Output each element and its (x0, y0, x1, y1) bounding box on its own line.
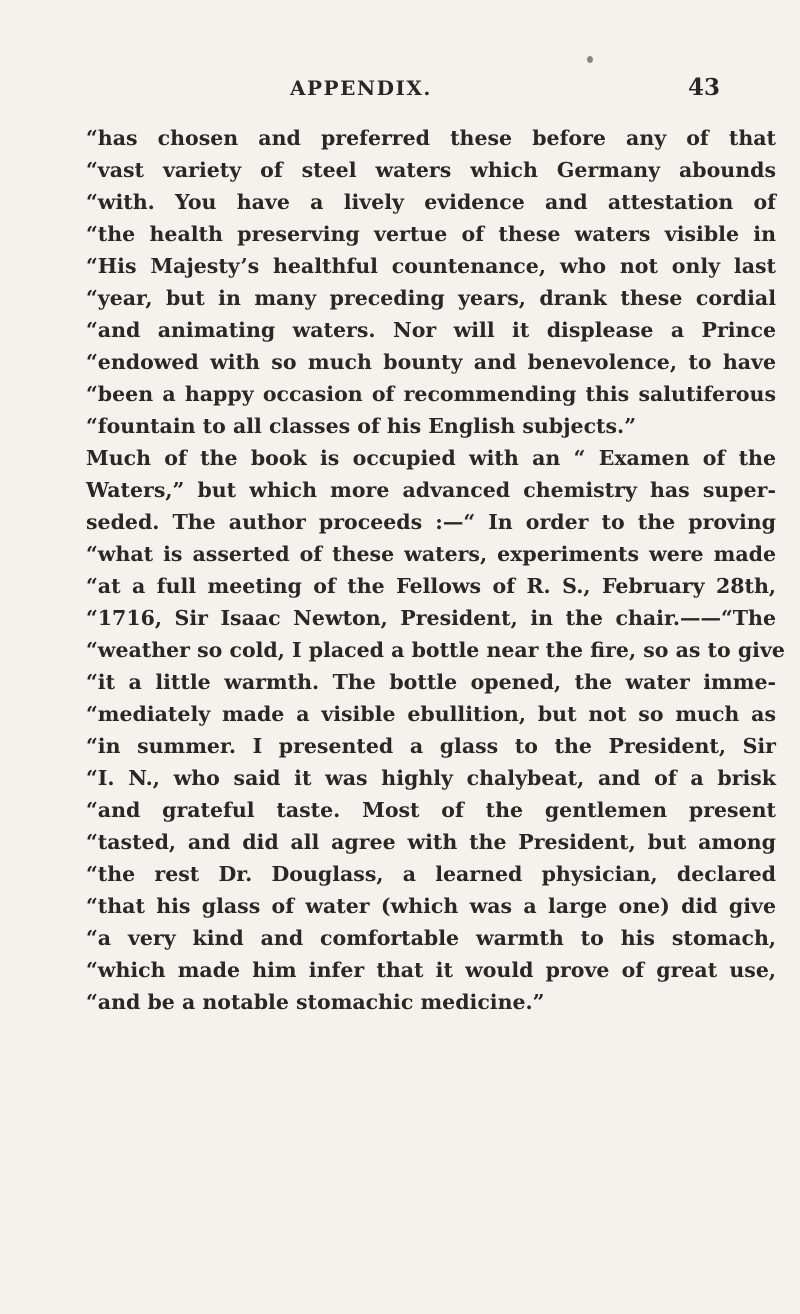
text-line: “weather so cold, I placed a bottle near the fire, so as to give (86, 638, 785, 662)
body-text (86, 122, 785, 1018)
text-line: “at a full meeting of the Fellows of R. S., February 28th, (86, 574, 776, 598)
text-line: “endowed with so much bounty and benevolence, to have (86, 350, 776, 374)
page-number: 43 (688, 74, 721, 101)
text-line: “with. You have a lively evidence and attestation of (86, 190, 776, 214)
text-line: “His Majesty’s healthful countenance, who not only last (86, 254, 776, 278)
text-line: Much of the book is occupied with an “ Examen of the (86, 446, 776, 470)
text-line: “and animating waters. Nor will it displease a Prince (86, 318, 776, 342)
text-line: “mediately made a visible ebullition, but not so much as (86, 702, 776, 726)
text-line: “year, but in many preceding years, drank these cordial (86, 286, 776, 310)
text-line: “fountain to all classes of his English subjects.” (86, 414, 636, 438)
text-line: “which made him infer that it would prove of great use, (86, 958, 776, 982)
text-line: “1716, Sir Isaac Newton, President, in the chair.——“The (86, 606, 776, 630)
print-speck (587, 56, 593, 63)
text-line: “that his glass of water (which was a large one) did give (86, 894, 776, 918)
text-line: “has chosen and preferred these before any of that (86, 126, 776, 150)
text-line: “the health preserving vertue of these waters visible in (86, 222, 776, 246)
text-line: “in summer. I presented a glass to the President, Sir (86, 734, 776, 758)
text-line: “been a happy occasion of recommending this salutiferous (86, 382, 776, 406)
running-head (0, 76, 800, 106)
text-line: “tasted, and did all agree with the President, but among (86, 830, 776, 854)
text-line: “and grateful taste. Most of the gentlemen present (86, 798, 776, 822)
text-line: “it a little warmth. The bottle opened, the water imme- (86, 670, 776, 694)
text-line: Waters,” but which more advanced chemistry has super- (86, 478, 776, 502)
running-title: APPENDIX. (290, 76, 432, 100)
text-line: seded. The author proceeds :—“ In order to the proving (86, 510, 776, 534)
text-line: “I. N., who said it was highly chalybeat, and of a brisk (86, 766, 776, 790)
text-line: “a very kind and comfortable warmth to his stomach, (86, 926, 776, 950)
text-line: “and be a notable stomachic medicine.” (86, 990, 545, 1014)
text-line: “what is asserted of these waters, experiments were made (86, 542, 776, 566)
text-line: “vast variety of steel waters which Germany abounds (86, 158, 776, 182)
text-line: “the rest Dr. Douglass, a learned physician, declared (86, 862, 776, 886)
